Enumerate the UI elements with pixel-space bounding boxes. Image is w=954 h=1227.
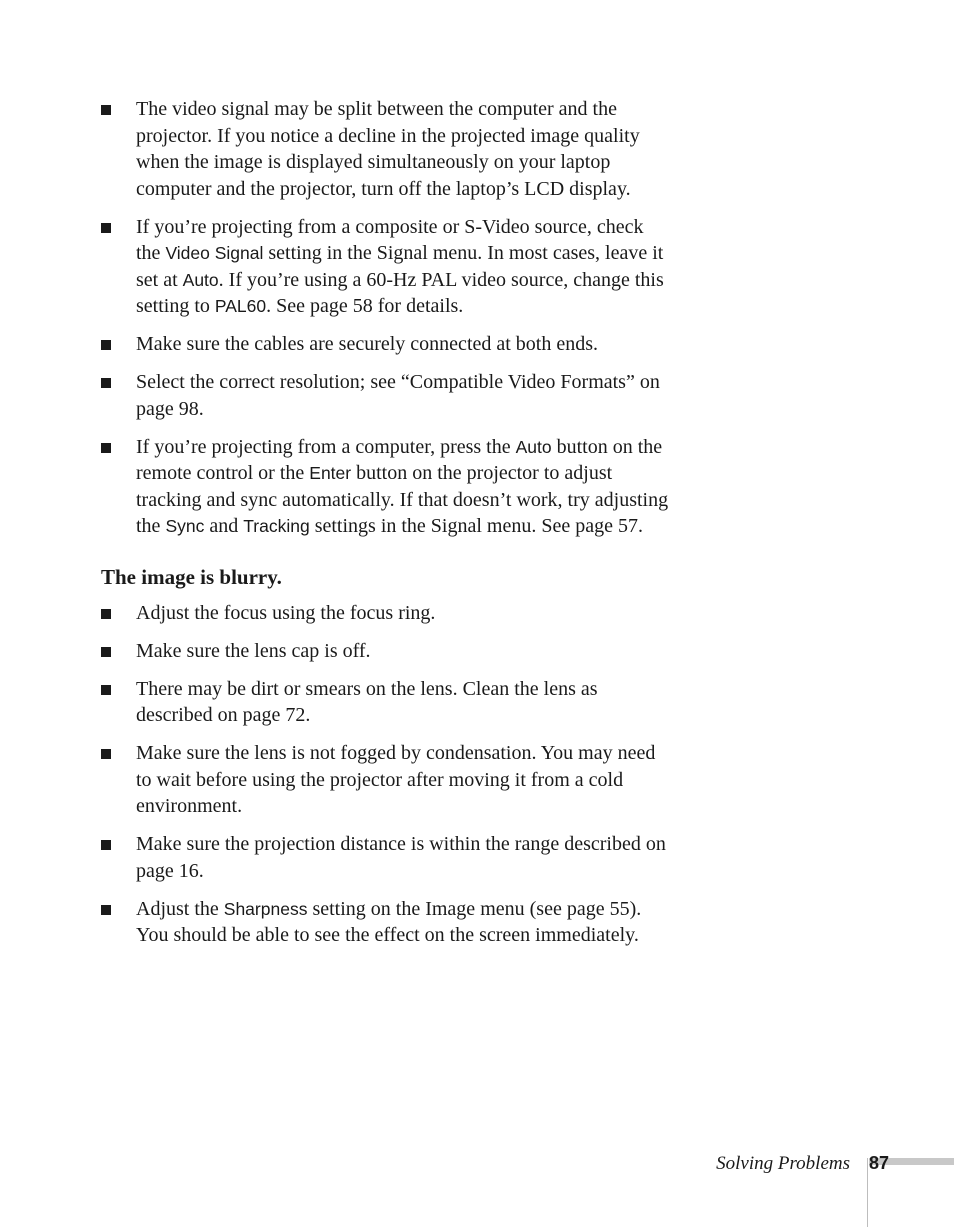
section-heading: The image is blurry.	[101, 564, 282, 589]
bullet-square-icon	[101, 647, 111, 657]
list-item: Make sure the lens is not fogged by condensation. You may need to wait before using the projector after moving it from a cold environment.	[101, 740, 671, 820]
bullet-square-icon	[101, 840, 111, 850]
list-item: Make sure the lens cap is off.	[101, 638, 671, 665]
bullet-square-icon	[101, 443, 111, 453]
page-content	[101, 96, 671, 960]
list-item: If you’re projecting from a computer, press the Auto button on the remote control or the Enter button on the projector to adjust tracking and sync automatically. If that doesn’t work, try adjusting the Sync and Tracking settings in the Signal menu. See page 57.	[101, 434, 671, 540]
list-item: Make sure the cables are securely connected at both ends.	[101, 331, 671, 358]
bullet-square-icon	[101, 905, 111, 915]
list-item: Adjust the focus using the focus ring.	[101, 600, 671, 627]
menu-setting-name: Sync	[165, 516, 205, 536]
list-item: There may be dirt or smears on the lens. Clean the lens as described on page 72.	[101, 676, 671, 729]
bullet-square-icon	[101, 749, 111, 759]
button-name: Enter	[309, 463, 352, 483]
menu-setting-name: Video Signal	[165, 243, 264, 263]
list-item: Adjust the Sharpness setting on the Image menu (see page 55). You should be able to see the effect on the screen immediately.	[101, 896, 671, 949]
bullet-square-icon	[101, 340, 111, 350]
bullet-square-icon	[101, 609, 111, 619]
list-item: Make sure the projection distance is within the range described on page 16.	[101, 831, 671, 884]
list-item: If you’re projecting from a composite or S-Video source, check the Video Signal setting in the Signal menu. In most cases, leave it set at Auto. If you’re using a 60-Hz PAL video source, change this setting to PAL60. See page 58 for details.	[101, 214, 671, 320]
menu-setting-name: Sharpness	[223, 898, 308, 919]
bullet-square-icon	[101, 685, 111, 695]
menu-setting-name: Tracking	[243, 516, 310, 536]
troubleshooting-list	[101, 96, 671, 540]
troubleshooting-list	[101, 600, 671, 949]
page-number: 87	[869, 1153, 890, 1173]
bullet-square-icon	[101, 223, 111, 233]
footer-section-title: Solving Problems	[716, 1153, 850, 1174]
bullet-square-icon	[101, 105, 111, 115]
footer-divider	[867, 1158, 868, 1227]
menu-setting-value: Auto	[182, 269, 219, 290]
list-item: Select the correct resolution; see “Compatible Video Formats” on page 98.	[101, 369, 671, 422]
list-item: The video signal may be split between the computer and the projector. If you notice a decline in the projected image quality when the image is displayed simultaneously on your laptop computer and the projector, turn off the laptop’s LCD display.	[101, 96, 671, 202]
menu-setting-value: PAL60	[214, 296, 267, 316]
button-name: Auto	[515, 436, 552, 457]
bullet-square-icon	[101, 378, 111, 388]
